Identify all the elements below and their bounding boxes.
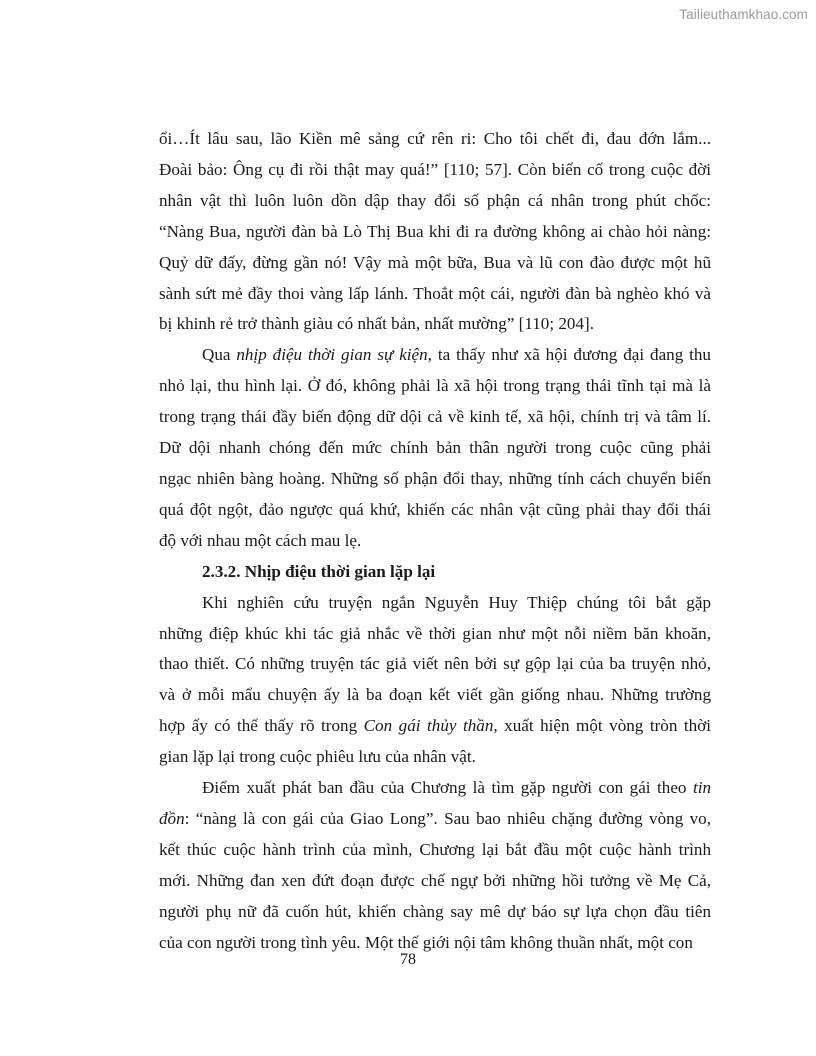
text-line: [159, 835, 711, 866]
text-segment: ổi…Ít lâu sau, lão Kiền mê sảng cứ rên ri: Cho tôi chết đi, đau đớn lắm...: [159, 129, 711, 148]
text-line: [159, 340, 711, 371]
paragraph-3: [159, 588, 711, 773]
text-segment: , xuất hiện một vòng tròn thời: [493, 716, 712, 736]
text-line: [159, 526, 711, 557]
text-line: [159, 680, 711, 711]
text-segment: : “nàng là con gái của Giao Long”. Sau bao nhiêu chặng đường vòng vo,: [184, 808, 711, 828]
text-segment: và ở mỗi mẩu chuyện ấy là ba đoạn kết viết gần giống nhau. Những trường: [159, 685, 711, 705]
text-segment: nhỏ lại, thu hình lại. Ở đó, không phải là xã hội trong trạng thái tĩnh tại mà là: [159, 376, 711, 396]
text-segment: độ với nhau một cách mau lẹ.: [159, 530, 362, 550]
text-segment: những điệp khúc khi tác giả nhắc về thời gian như một nỗi niềm băn khoăn,: [159, 623, 711, 643]
text-line: [159, 279, 711, 310]
text-segment: của con người trong tình yêu. Một thế giới nội tâm không thuần nhất, một con: [159, 932, 693, 952]
text-line: [159, 217, 711, 248]
text-line: [159, 619, 711, 650]
text-line: [159, 186, 711, 217]
text-segment: thao thiết. Có những truyện tác giả viết nên bởi sự gộp lại của ba truyện nhỏ,: [159, 654, 711, 674]
italic-phrase: tin: [692, 778, 711, 798]
text-line: [159, 433, 711, 464]
text-line: [159, 866, 711, 897]
page-number: 78: [400, 951, 416, 968]
text-segment: bị khinh rẻ trở thành giàu có nhất bản, nhất mường” [110; 204].: [159, 314, 594, 334]
text-line: [159, 371, 711, 402]
text-segment: , ta thấy như xã hội đương đại đang thu: [427, 345, 711, 365]
text-line: [159, 742, 711, 773]
text-segment: “Nàng Bua, người đàn bà Lò Thị Bua khi đi ra đường không ai chào hỏi nàng:: [159, 221, 711, 241]
text-line: [159, 495, 711, 526]
text-line: [159, 309, 711, 340]
text-line: [159, 711, 711, 742]
text-segment: nhân vật thì luôn luôn dồn dập thay đổi số phận cá nhân trong phút chốc:: [159, 190, 711, 210]
text-segment: quá đột ngột, đảo ngược quá khứ, khiến các nhân vật cũng phải thay đổi thái: [159, 499, 711, 519]
text-line: [159, 155, 711, 186]
italic-phrase: Con gái thủy thần: [363, 716, 494, 736]
text-segment: Khi nghiên cứu truyện ngắn Nguyễn Huy Thiệp chúng tôi bắt gặp: [202, 592, 711, 612]
text-segment: kết thúc cuộc hành trình của mình, Chương lại bắt đầu một cuộc hành trình: [159, 839, 711, 859]
text-segment: Dữ dội nhanh chóng đến mức chính bản thân người trong cuộc cũng phải: [159, 438, 711, 458]
text-segment: Qua: [202, 345, 237, 365]
text-line: [159, 649, 711, 680]
text-segment: Quỷ dữ đấy, đừng gần nó! Vậy mà một bữa, Bua và lũ con đào được một hũ: [159, 252, 711, 272]
paragraph-1: [159, 124, 711, 340]
text-line: [159, 464, 711, 495]
text-segment: hợp ấy có thể thấy rõ trong: [159, 716, 364, 736]
text-line: [159, 773, 711, 804]
section-heading: 2.3.2. Nhịp điệu thời gian lặp lại: [202, 561, 436, 581]
paragraph-2: [159, 340, 711, 556]
page-body: [159, 124, 711, 958]
text-segment: người phụ nữ đã cuốn hút, khiến chàng say mê dự báo sự lựa chọn đầu tiên: [159, 901, 711, 921]
text-segment: ngạc nhiên bàng hoàng. Những số phận đổi thay, những tính cách chuyển biến: [159, 468, 711, 488]
text-line: [159, 248, 711, 279]
text-line: [159, 804, 711, 835]
text-segment: sành sứt mẻ đầy thoi vàng lấp lánh. Thoắt một cái, người đàn bà nghèo khó và: [159, 283, 711, 303]
text-line: [159, 588, 711, 619]
text-segment: Điểm xuất phát ban đầu của Chương là tìm gặp người con gái theo: [202, 778, 693, 798]
paragraph-4: [159, 773, 711, 958]
text-segment: mới. Những đan xen đứt đoạn được chế ngự bởi những hồi tưởng về Mẹ Cả,: [159, 870, 711, 890]
italic-phrase: nhịp điệu thời gian sự kiện: [236, 345, 428, 365]
text-line: [159, 897, 711, 928]
text-segment: trong trạng thái đầy biến động dữ dội cả về kinh tế, xã hội, chính trị và tâm lí.: [159, 407, 711, 427]
text-line: [159, 402, 711, 433]
text-line: [159, 124, 711, 155]
watermark: Tailieuthamkhao.com: [679, 7, 808, 22]
text-segment: Đoài bảo: Ông cụ đi rồi thật may quá!” [110; 57]. Còn biến cố trong cuộc đời: [159, 159, 711, 179]
text-segment: gian lặp lại trong cuộc phiêu lưu của nhân vật.: [159, 747, 476, 767]
italic-phrase: đồn: [159, 808, 185, 828]
